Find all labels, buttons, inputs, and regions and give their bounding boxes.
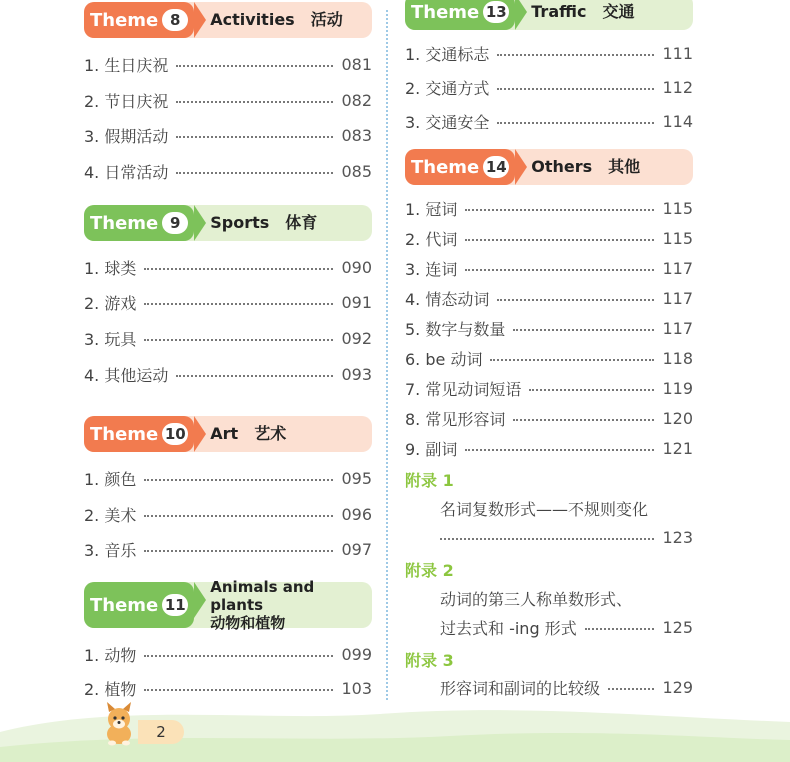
theme-number: 10 xyxy=(162,423,188,445)
toc-item[interactable] xyxy=(84,537,372,561)
toc-item-label: 3. 假期活动 xyxy=(84,126,169,146)
dot-leader xyxy=(497,88,654,90)
toc-item-label: 1. 动物 xyxy=(84,645,137,665)
toc-item-label: 1. 生日庆祝 xyxy=(84,55,169,75)
theme-9-header xyxy=(84,205,372,241)
toc-item-page: 117 xyxy=(662,288,693,308)
toc-item-label: 1. 颜色 xyxy=(84,469,137,489)
theme-title xyxy=(531,3,634,21)
toc-item-label: 6. be 动词 xyxy=(405,349,483,369)
theme-title-en: Animals and plants xyxy=(210,578,315,614)
toc-item[interactable] xyxy=(84,502,372,526)
theme-14-tag xyxy=(405,149,515,185)
appendix-3-text: 形容词和副词的比较级 xyxy=(440,678,601,698)
appendix-2-text-line1[interactable]: 动词的第三人称单数形式、 xyxy=(440,590,633,609)
appendix-1-page: 123 xyxy=(662,527,693,547)
page-number: 2 xyxy=(138,720,184,744)
toc-item[interactable] xyxy=(84,362,372,386)
toc-item[interactable] xyxy=(84,88,372,112)
theme-14-header xyxy=(405,149,693,185)
toc-item[interactable] xyxy=(405,376,693,400)
toc-item-page: 083 xyxy=(341,125,372,145)
appendix-1-title: 附录 1 xyxy=(405,471,454,490)
appendix-2-text-line2: 过去式和 -ing 形式 xyxy=(440,618,577,638)
toc-item-page: 093 xyxy=(341,364,372,384)
toc-item-page: 115 xyxy=(662,228,693,248)
theme-title-zh: 体育 xyxy=(285,213,318,232)
theme-8-tag xyxy=(84,2,194,38)
dot-leader xyxy=(144,515,333,517)
dot-leader xyxy=(585,628,655,630)
dot-leader xyxy=(529,389,654,391)
dot-leader xyxy=(465,209,654,211)
theme-13-header xyxy=(405,0,693,30)
toc-item-label: 2. 游戏 xyxy=(84,293,137,313)
theme-title xyxy=(210,214,317,232)
dot-leader xyxy=(144,689,333,691)
toc-item[interactable] xyxy=(405,256,693,280)
toc-item-page: 090 xyxy=(341,257,372,277)
theme-number: 9 xyxy=(162,212,188,234)
dot-leader xyxy=(144,339,333,341)
dot-leader xyxy=(176,65,333,67)
dot-leader xyxy=(513,419,654,421)
toc-item-label: 2. 美术 xyxy=(84,505,137,525)
toc-item-label: 8. 常见形容词 xyxy=(405,409,506,429)
toc-item-label: 2. 代词 xyxy=(405,229,458,249)
dot-leader xyxy=(144,655,333,657)
toc-item-page: 092 xyxy=(341,328,372,348)
theme-title-en: Activities xyxy=(210,10,295,29)
theme-word: Theme xyxy=(90,9,159,31)
appendix-3-title: 附录 3 xyxy=(405,651,454,670)
toc-item-page: 097 xyxy=(341,539,372,559)
toc-item-label: 4. 情态动词 xyxy=(405,289,490,309)
toc-item-label: 3. 音乐 xyxy=(84,540,137,560)
toc-item[interactable] xyxy=(405,41,693,65)
toc-item[interactable] xyxy=(84,642,372,666)
theme-word: Theme xyxy=(411,1,480,23)
toc-item[interactable] xyxy=(84,159,372,183)
toc-item-page: 115 xyxy=(662,198,693,218)
theme-title xyxy=(210,578,372,632)
dot-leader xyxy=(490,359,654,361)
toc-item-label: 3. 玩具 xyxy=(84,329,137,349)
appendix-2-entry[interactable] xyxy=(440,615,693,639)
toc-item-label: 3. 交通安全 xyxy=(405,112,490,132)
toc-item-label: 5. 数字与数量 xyxy=(405,319,506,339)
dot-leader xyxy=(465,269,654,271)
toc-item[interactable] xyxy=(405,316,693,340)
theme-title xyxy=(210,11,342,29)
theme-title-zh: 交通 xyxy=(602,2,635,21)
appendix-1-text[interactable]: 名词复数形式——不规则变化 xyxy=(440,500,649,519)
theme-number: 14 xyxy=(483,156,509,178)
dot-leader xyxy=(176,136,333,138)
appendix-3-page: 129 xyxy=(662,677,693,697)
dot-leader xyxy=(497,54,654,56)
toc-item-page: 099 xyxy=(341,644,372,664)
toc-item-page: 096 xyxy=(341,504,372,524)
toc-item-page: 085 xyxy=(341,161,372,181)
toc-item-page: 112 xyxy=(662,77,693,97)
toc-item-label: 4. 其他运动 xyxy=(84,365,169,385)
dot-leader xyxy=(144,268,333,270)
dot-leader xyxy=(465,239,654,241)
column-divider xyxy=(386,10,388,700)
theme-title xyxy=(531,158,640,176)
dot-leader xyxy=(608,688,654,690)
dot-leader xyxy=(513,329,654,331)
theme-number: 13 xyxy=(483,1,509,23)
toc-item-page: 095 xyxy=(341,468,372,488)
theme-word: Theme xyxy=(90,212,159,234)
theme-title-en: Others xyxy=(531,157,593,176)
dot-leader xyxy=(144,479,333,481)
theme-title-zh: 活动 xyxy=(310,10,343,29)
toc-item[interactable] xyxy=(84,326,372,350)
toc-item-page: 117 xyxy=(662,318,693,338)
toc-item[interactable] xyxy=(405,406,693,430)
toc-item-label: 1. 交通标志 xyxy=(405,44,490,64)
appendix-2-page: 125 xyxy=(662,617,693,637)
toc-item[interactable] xyxy=(405,286,693,310)
toc-item-label: 7. 常见动词短语 xyxy=(405,379,522,399)
theme-title-en: Traffic xyxy=(531,2,587,21)
theme-number: 11 xyxy=(162,594,188,616)
dot-leader xyxy=(497,299,654,301)
toc-item-page: 091 xyxy=(341,292,372,312)
theme-title-zh: 其他 xyxy=(608,157,641,176)
theme-11-tag xyxy=(84,582,194,628)
toc-item[interactable] xyxy=(405,436,693,460)
appendix-2-title: 附录 2 xyxy=(405,561,454,580)
theme-number: 8 xyxy=(162,9,188,31)
theme-word: Theme xyxy=(90,423,159,445)
theme-9-tag xyxy=(84,205,194,241)
toc-item-label: 2. 节日庆祝 xyxy=(84,91,169,111)
toc-item-label: 1. 球类 xyxy=(84,258,137,278)
dot-leader xyxy=(440,538,654,540)
toc-item-page: 082 xyxy=(341,90,372,110)
toc-item-page: 117 xyxy=(662,258,693,278)
toc-item[interactable] xyxy=(405,226,693,250)
toc-item-label: 3. 连词 xyxy=(405,259,458,279)
toc-item[interactable] xyxy=(405,109,693,133)
toc-item[interactable] xyxy=(405,346,693,370)
dot-leader xyxy=(176,101,333,103)
dot-leader xyxy=(176,172,333,174)
theme-11-header xyxy=(84,578,372,632)
toc-item-label: 2. 交通方式 xyxy=(405,78,490,98)
theme-word: Theme xyxy=(90,594,159,616)
toc-item-page: 081 xyxy=(341,54,372,74)
dot-leader xyxy=(497,122,654,124)
toc-item[interactable] xyxy=(84,255,372,279)
dot-leader xyxy=(176,375,333,377)
theme-title-en: Sports xyxy=(210,213,270,232)
theme-10-header xyxy=(84,416,372,452)
toc-item[interactable] xyxy=(84,466,372,490)
theme-10-tag xyxy=(84,416,194,452)
theme-13-tag xyxy=(405,0,515,30)
toc-item-label: 1. 冠词 xyxy=(405,199,458,219)
theme-title-zh: 动物和植物 xyxy=(210,614,286,632)
dot-leader xyxy=(144,303,333,305)
toc-item[interactable] xyxy=(84,290,372,314)
toc-item-label: 9. 副词 xyxy=(405,439,458,459)
dot-leader xyxy=(465,449,654,451)
toc-item-page: 111 xyxy=(662,43,693,63)
toc-item[interactable] xyxy=(405,75,693,99)
theme-word: Theme xyxy=(411,156,480,178)
toc-item-page: 119 xyxy=(662,378,693,398)
toc-item-page: 121 xyxy=(662,438,693,458)
theme-title xyxy=(210,425,286,443)
toc-item-page: 118 xyxy=(662,348,693,368)
toc-item-page: 103 xyxy=(341,678,372,698)
theme-title-zh: 艺术 xyxy=(254,424,287,443)
toc-item-page: 120 xyxy=(662,408,693,428)
toc-item-page: 114 xyxy=(662,111,693,131)
dot-leader xyxy=(144,550,333,552)
toc-item[interactable] xyxy=(84,123,372,147)
toc-item-label: 2. 植物 xyxy=(84,679,137,699)
toc-item[interactable] xyxy=(84,52,372,76)
toc-item-label: 4. 日常活动 xyxy=(84,162,169,182)
dog-mascot-icon xyxy=(98,702,140,746)
appendix-1-entry[interactable] xyxy=(440,525,693,549)
theme-title-en: Art xyxy=(210,424,239,443)
theme-8-header xyxy=(84,2,372,38)
toc-item[interactable] xyxy=(405,196,693,220)
